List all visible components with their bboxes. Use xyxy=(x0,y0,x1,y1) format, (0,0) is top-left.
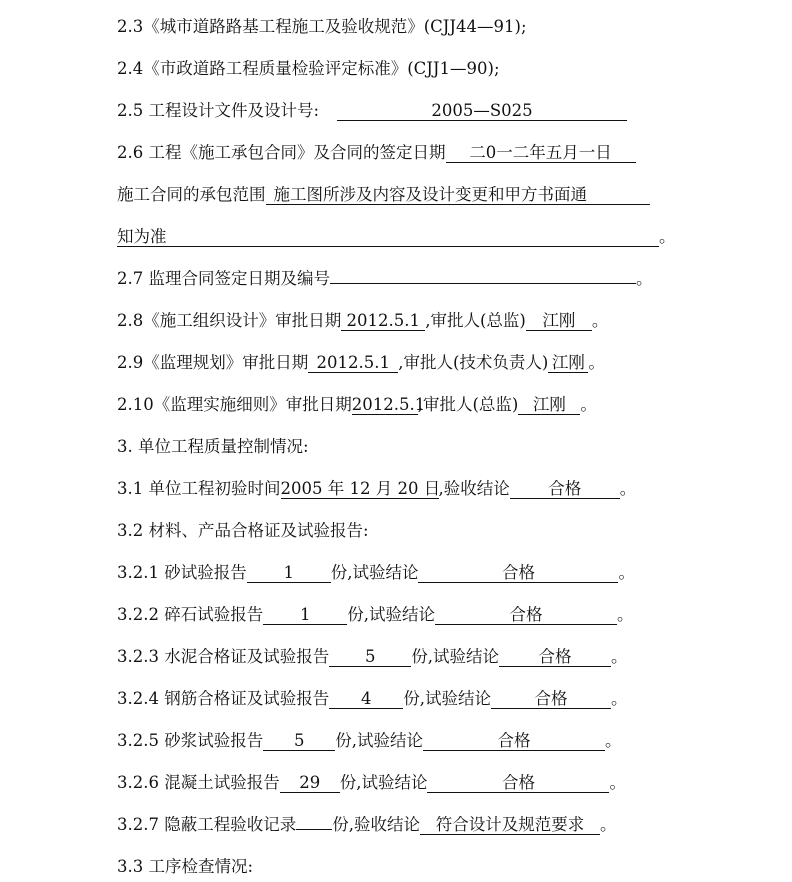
period: 。 xyxy=(659,227,676,246)
approval-date-field: 2012.5.1 xyxy=(341,311,425,331)
record-count-field xyxy=(296,829,332,830)
label: 份,试验结论 xyxy=(339,773,428,792)
label: ,审批人(技术负责人) xyxy=(398,353,549,372)
clause-3-3 xyxy=(117,855,682,879)
text: 3.2 材料、产品合格证及试验报告: xyxy=(117,521,369,540)
clause-3-2-3 xyxy=(117,645,682,669)
clause-3-2-7 xyxy=(117,813,682,837)
section-3-heading xyxy=(117,435,682,459)
period: 。 xyxy=(588,353,605,372)
label: 份,验收结论 xyxy=(332,815,420,834)
conclusion-field: 合格 xyxy=(418,563,618,583)
clause-3-2-2 xyxy=(117,603,682,627)
conclusion-field: 符合设计及规范要求 xyxy=(420,815,600,835)
label: 2.6 工程《施工承包合同》及合同的签定日期 xyxy=(117,143,446,162)
contract-scope-continued xyxy=(117,225,682,249)
approval-date-field: 2012.5.1 xyxy=(308,353,398,373)
text: 2.3《城市道路路基工程施工及验收规范》(CJJ44—91); xyxy=(117,17,527,36)
clause-3-2-5 xyxy=(117,729,682,753)
design-number-field: 2005—S025 xyxy=(337,101,627,121)
label: 施工合同的承包范围 xyxy=(117,185,266,204)
conclusion-field: 合格 xyxy=(491,689,611,709)
label: ,审批人(总监) xyxy=(417,395,519,414)
approver-field: 江刚 xyxy=(518,395,580,415)
label: 份,试验结论 xyxy=(335,731,423,750)
report-count-field: 5 xyxy=(263,731,335,751)
inspection-date-field: 2005 年 12 月 20 日 xyxy=(280,479,441,498)
label: 2.8《施工组织设计》审批日期 xyxy=(117,311,342,330)
contract-scope xyxy=(117,183,682,207)
clause-2-3 xyxy=(117,15,682,39)
period: 。 xyxy=(591,311,609,330)
label: ,验收结论 xyxy=(438,479,510,498)
conclusion-field: 合格 xyxy=(499,647,611,667)
clause-2-4 xyxy=(117,57,682,81)
period: 。 xyxy=(599,815,617,834)
report-count-field: 1 xyxy=(263,605,347,625)
label: 3.2.2 碎石试验报告 xyxy=(117,605,264,624)
conclusion-field: 合格 xyxy=(510,479,620,499)
label: 3.2.5 砂浆试验报告 xyxy=(117,731,264,750)
scope-field-continued: 知为准 xyxy=(117,227,659,247)
conclusion-field: 合格 xyxy=(427,773,609,793)
label: 3.2.3 水泥合格证及试验报告 xyxy=(117,647,330,666)
label: 3.2.7 隐蔽工程验收记录 xyxy=(117,815,297,834)
clause-3-1 xyxy=(117,477,682,501)
scope-field: 施工图所涉及内容及设计变更和甲方书面通 xyxy=(266,185,650,205)
label: 2.5 工程设计文件及设计号: xyxy=(117,101,320,120)
label: 3.2.1 砂试验报告 xyxy=(117,563,247,582)
label: 2.9《监理规划》审批日期 xyxy=(117,353,309,372)
clause-2-9 xyxy=(117,351,682,375)
clause-3-2 xyxy=(117,519,682,543)
period: 。 xyxy=(616,605,634,624)
conclusion-field: 合格 xyxy=(423,731,605,751)
label: 2.10《监理实施细则》审批日期 xyxy=(117,395,352,414)
label: 份,试验结论 xyxy=(330,563,419,582)
period: 。 xyxy=(619,479,637,498)
report-count-field: 1 xyxy=(247,563,331,583)
clause-2-8 xyxy=(117,309,682,333)
label: 2.7 监理合同签定日期及编号 xyxy=(117,269,330,288)
period: 。 xyxy=(604,731,622,750)
period: 。 xyxy=(609,773,626,792)
period: 。 xyxy=(610,647,628,666)
clause-2-10 xyxy=(117,393,682,417)
period: 。 xyxy=(610,689,628,708)
clause-3-2-1 xyxy=(117,561,682,585)
period: 。 xyxy=(636,269,653,288)
period: 。 xyxy=(618,563,635,582)
label: ,审批人(总监) xyxy=(425,311,526,330)
text: 3.3 工序检查情况: xyxy=(117,857,254,876)
label: 3.2.6 混凝土试验报告 xyxy=(117,773,280,792)
clause-2-6 xyxy=(117,141,682,165)
clause-2-7 xyxy=(117,267,682,291)
label: 份,试验结论 xyxy=(411,647,499,666)
supervision-contract-field xyxy=(330,283,636,284)
text: 3. 单位工程质量控制情况: xyxy=(117,437,309,456)
report-count-field: 29 xyxy=(280,773,340,793)
period: 。 xyxy=(580,395,597,414)
conclusion-field: 合格 xyxy=(435,605,617,625)
label: 3.1 单位工程初验时间 xyxy=(117,479,281,498)
report-count-field: 5 xyxy=(329,647,411,667)
report-count-field: 4 xyxy=(329,689,403,709)
contract-date-field: 二0一二年五月一日 xyxy=(446,143,636,163)
label: 份,试验结论 xyxy=(403,689,491,708)
label: 份,试验结论 xyxy=(347,605,435,624)
approval-date-field: 2012.5.1 xyxy=(351,395,426,414)
label: 3.2.4 钢筋合格证及试验报告 xyxy=(117,689,330,708)
approver-field: 江刚 xyxy=(526,311,592,331)
approver-field: 江刚 xyxy=(548,353,588,373)
clause-3-2-4 xyxy=(117,687,682,711)
clause-2-5 xyxy=(117,99,682,123)
text: 2.4《市政道路工程质量检验评定标准》(CJJ1—90); xyxy=(117,59,500,78)
clause-3-2-6 xyxy=(117,771,682,795)
